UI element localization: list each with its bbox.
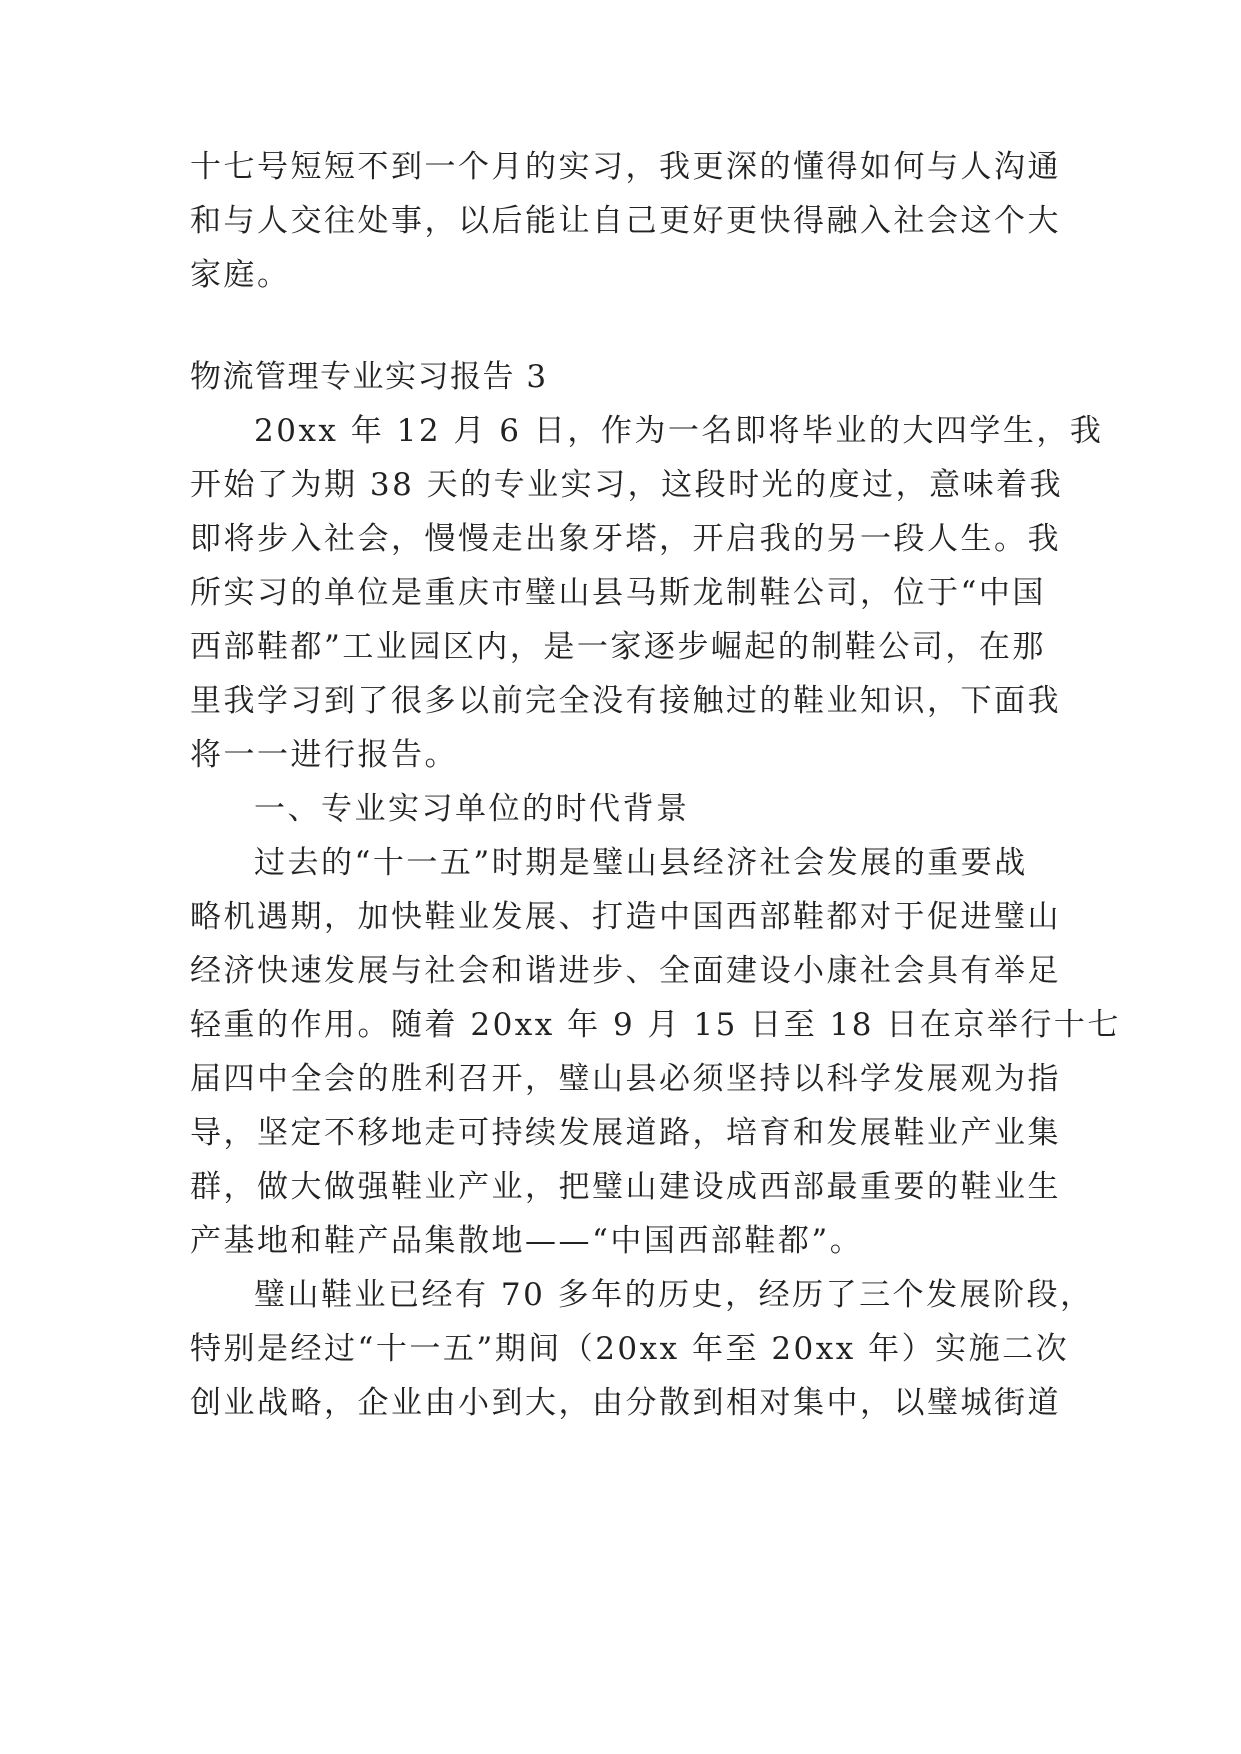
- body-text-line: 开始了为期 38 天的专业实习，这段时光的度过，意味着我: [190, 467, 1064, 503]
- body-text-line: 创业战略，企业由小到大，由分散到相对集中，以璧城街道: [190, 1385, 1061, 1421]
- body-text-line: 里我学习到了很多以前完全没有接触过的鞋业知识，下面我: [190, 683, 1061, 719]
- subheading: 一、专业实习单位的时代背景: [254, 791, 690, 827]
- body-text-line: 20xx 年 12 月 6 日，作为一名即将毕业的大四学生，我: [254, 413, 1104, 449]
- body-text-line: 过去的“十一五”时期是璧山县经济社会发展的重要战: [254, 845, 1028, 881]
- body-text-line: 届四中全会的胜利召开，璧山县必须坚持以科学发展观为指: [190, 1061, 1061, 1097]
- section-title: 物流管理专业实习报告 3: [190, 359, 548, 395]
- body-text-line: 将一一进行报告。: [190, 737, 458, 773]
- body-text-line: 西部鞋都”工业园区内，是一家逐步崛起的制鞋公司，在那: [190, 629, 1046, 665]
- body-text-line: 和与人交往处事，以后能让自己更好更快得融入社会这个大: [190, 203, 1061, 239]
- body-text-line: 十七号短短不到一个月的实习，我更深的懂得如何与人沟通: [190, 149, 1061, 185]
- body-text-line: 所实习的单位是重庆市璧山县马斯龙制鞋公司，位于“中国: [190, 575, 1046, 611]
- body-text-line: 略机遇期，加快鞋业发展、打造中国西部鞋都对于促进璧山: [190, 899, 1061, 935]
- body-text-line: 轻重的作用。随着 20xx 年 9 月 15 日至 18 日在京举行十七: [190, 1007, 1121, 1043]
- body-text-line: 即将步入社会，慢慢走出象牙塔，开启我的另一段人生。我: [190, 521, 1061, 557]
- body-text-line: 导，坚定不移地走可持续发展道路，培育和发展鞋业产业集: [190, 1115, 1061, 1151]
- body-text-line: 经济快速发展与社会和谐进步、全面建设小康社会具有举足: [190, 953, 1061, 989]
- body-text-line: 产基地和鞋产品集散地——“中国西部鞋都”。: [190, 1223, 864, 1259]
- body-text-line: 特别是经过“十一五”期间（20xx 年至 20xx 年）实施二次: [190, 1331, 1070, 1367]
- body-text-line: 璧山鞋业已经有 70 多年的历史，经历了三个发展阶段，: [254, 1277, 1094, 1313]
- body-text-line: 家庭。: [190, 257, 291, 293]
- body-text-line: 群，做大做强鞋业产业，把璧山建设成西部最重要的鞋业生: [190, 1169, 1061, 1205]
